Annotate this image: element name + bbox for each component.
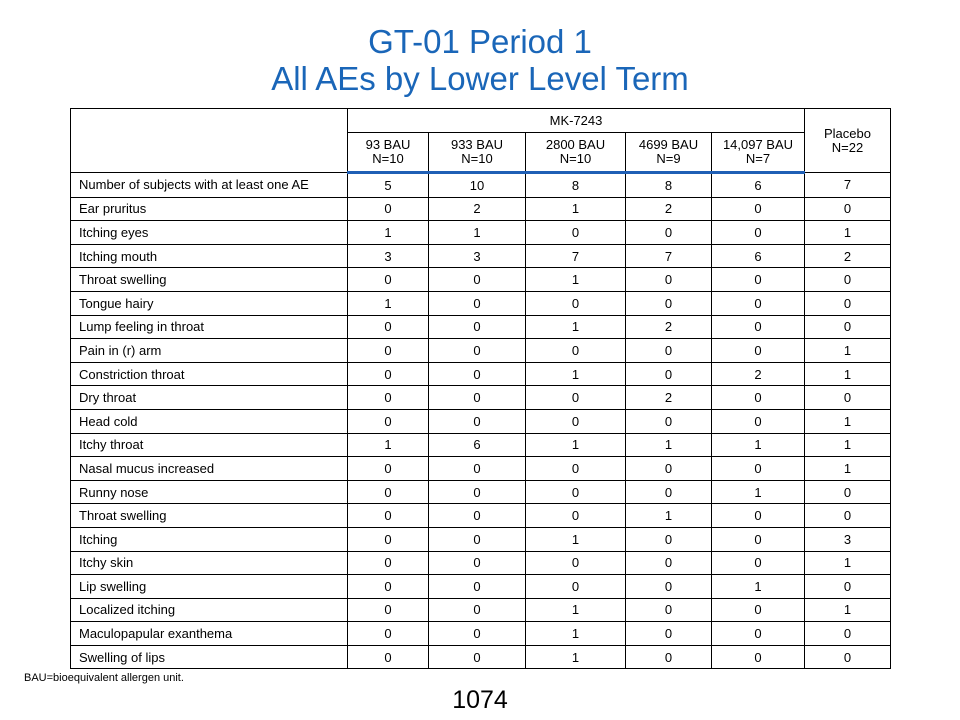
count-cell: 0: [348, 645, 429, 669]
term-cell: Itching mouth: [71, 244, 348, 268]
dose-n: N=7: [745, 151, 771, 166]
count-cell: 1: [526, 197, 626, 221]
term-cell: Maculopapular exanthema: [71, 622, 348, 646]
count-cell: 8: [626, 173, 712, 198]
term-cell: Itchy throat: [71, 433, 348, 457]
count-cell: 1: [526, 645, 626, 669]
dose-column-header: [526, 133, 626, 173]
count-cell: 0: [429, 504, 526, 528]
count-cell: 0: [429, 291, 526, 315]
dose-label: 933 BAU: [450, 137, 504, 152]
page-number: 1074: [452, 686, 508, 714]
table-row: [71, 575, 891, 599]
count-cell: 0: [626, 527, 712, 551]
count-cell: 0: [712, 598, 805, 622]
count-cell: 7: [526, 244, 626, 268]
count-cell: 0: [626, 551, 712, 575]
table-row: [71, 409, 891, 433]
count-cell: 1: [805, 598, 891, 622]
count-cell: 0: [429, 622, 526, 646]
dose-label: 93 BAU: [365, 137, 411, 152]
count-cell: 0: [348, 197, 429, 221]
count-cell: 0: [712, 551, 805, 575]
term-cell: Ear pruritus: [71, 197, 348, 221]
count-cell: 1: [526, 268, 626, 292]
count-cell: 0: [429, 315, 526, 339]
count-cell: 0: [712, 386, 805, 410]
table-row: [71, 339, 891, 363]
count-cell: 2: [429, 197, 526, 221]
term-header-cell: [71, 109, 348, 173]
dose-column-header: [348, 133, 429, 173]
count-cell: 0: [626, 598, 712, 622]
count-cell: 1: [526, 622, 626, 646]
term-cell: Itchy skin: [71, 551, 348, 575]
count-cell: 0: [348, 457, 429, 481]
count-cell: 1: [805, 221, 891, 245]
dose-n: N=10: [372, 151, 404, 166]
term-cell: Number of subjects with at least one AE: [71, 173, 348, 198]
table-row: [71, 197, 891, 221]
count-cell: 0: [712, 409, 805, 433]
count-cell: 0: [626, 221, 712, 245]
count-cell: 3: [429, 244, 526, 268]
count-cell: 0: [526, 339, 626, 363]
table-row: [71, 315, 891, 339]
count-cell: 0: [429, 409, 526, 433]
count-cell: 0: [348, 551, 429, 575]
count-cell: 0: [626, 575, 712, 599]
count-cell: 1: [348, 221, 429, 245]
count-cell: 1: [805, 362, 891, 386]
table-row: [71, 480, 891, 504]
table-row: [71, 268, 891, 292]
count-cell: 0: [526, 409, 626, 433]
footnote: BAU=bioequivalent allergen unit.: [24, 672, 184, 684]
count-cell: 0: [348, 362, 429, 386]
count-cell: 1: [348, 433, 429, 457]
term-cell: Pain in (r) arm: [71, 339, 348, 363]
count-cell: 0: [805, 291, 891, 315]
count-cell: 0: [348, 598, 429, 622]
count-cell: 2: [626, 197, 712, 221]
count-cell: 1: [805, 339, 891, 363]
count-cell: 0: [805, 268, 891, 292]
count-cell: 0: [626, 645, 712, 669]
count-cell: 2: [805, 244, 891, 268]
count-cell: 0: [712, 504, 805, 528]
dose-label: 14,097 BAU: [722, 137, 794, 152]
count-cell: 8: [526, 173, 626, 198]
term-cell: Nasal mucus increased: [71, 457, 348, 481]
placebo-n: N=22: [831, 139, 864, 155]
count-cell: 1: [805, 457, 891, 481]
count-cell: 0: [805, 622, 891, 646]
count-cell: 7: [805, 173, 891, 198]
table-row: [71, 527, 891, 551]
table-row: [71, 504, 891, 528]
count-cell: 0: [429, 457, 526, 481]
count-cell: 6: [429, 433, 526, 457]
count-cell: 0: [348, 339, 429, 363]
count-cell: 1: [712, 480, 805, 504]
count-cell: 0: [348, 409, 429, 433]
dose-n: N=10: [559, 151, 592, 166]
table-row: [71, 598, 891, 622]
count-cell: 5: [348, 173, 429, 198]
count-cell: 6: [712, 173, 805, 198]
count-cell: 1: [526, 315, 626, 339]
count-cell: 1: [626, 433, 712, 457]
count-cell: 0: [348, 268, 429, 292]
count-cell: 1: [626, 504, 712, 528]
group-header: MK-7243: [348, 109, 805, 133]
count-cell: 1: [805, 433, 891, 457]
count-cell: 0: [626, 622, 712, 646]
count-cell: 1: [712, 433, 805, 457]
count-cell: 0: [348, 480, 429, 504]
term-cell: Head cold: [71, 409, 348, 433]
count-cell: 0: [429, 268, 526, 292]
count-cell: 0: [526, 457, 626, 481]
count-cell: 0: [712, 291, 805, 315]
dose-label: 2800 BAU: [545, 137, 606, 152]
table-row: [71, 622, 891, 646]
table-row: [71, 362, 891, 386]
count-cell: 0: [712, 315, 805, 339]
count-cell: 0: [712, 457, 805, 481]
count-cell: 0: [526, 504, 626, 528]
count-cell: 0: [712, 197, 805, 221]
count-cell: 0: [712, 527, 805, 551]
count-cell: 0: [348, 527, 429, 551]
term-cell: Constriction throat: [71, 362, 348, 386]
count-cell: 3: [348, 244, 429, 268]
dose-column-header: [712, 133, 805, 173]
count-cell: 0: [348, 315, 429, 339]
count-cell: 0: [712, 622, 805, 646]
count-cell: 0: [429, 598, 526, 622]
table-row: [71, 645, 891, 669]
term-cell: Throat swelling: [71, 504, 348, 528]
count-cell: 0: [626, 480, 712, 504]
count-cell: 0: [805, 386, 891, 410]
count-cell: 3: [805, 527, 891, 551]
count-cell: 0: [429, 645, 526, 669]
count-cell: 0: [805, 504, 891, 528]
term-cell: Lump feeling in throat: [71, 315, 348, 339]
count-cell: 1: [526, 527, 626, 551]
dose-label: 4699 BAU: [638, 137, 699, 152]
count-cell: 6: [712, 244, 805, 268]
count-cell: 1: [712, 575, 805, 599]
count-cell: 0: [348, 386, 429, 410]
count-cell: 0: [429, 386, 526, 410]
count-cell: 2: [626, 315, 712, 339]
table-row: [71, 551, 891, 575]
count-cell: 0: [526, 551, 626, 575]
count-cell: 0: [805, 315, 891, 339]
term-cell: Itching eyes: [71, 221, 348, 245]
count-cell: 0: [805, 480, 891, 504]
table-row: [71, 291, 891, 315]
count-cell: 0: [526, 575, 626, 599]
count-cell: 0: [626, 409, 712, 433]
count-cell: 0: [712, 645, 805, 669]
placebo-label: Placebo: [824, 125, 871, 141]
count-cell: 0: [626, 339, 712, 363]
dose-column-header: [626, 133, 712, 173]
page-title: GT-01 Period 1: [368, 23, 592, 60]
count-cell: 0: [429, 527, 526, 551]
count-cell: 0: [626, 362, 712, 386]
count-cell: 1: [805, 551, 891, 575]
ae-table: [70, 108, 891, 669]
count-cell: 1: [526, 362, 626, 386]
count-cell: 1: [526, 433, 626, 457]
count-cell: 0: [429, 362, 526, 386]
term-cell: Dry throat: [71, 386, 348, 410]
dose-column-header: [429, 133, 526, 173]
count-cell: 0: [712, 221, 805, 245]
count-cell: 0: [712, 339, 805, 363]
count-cell: 0: [429, 575, 526, 599]
count-cell: 0: [526, 480, 626, 504]
count-cell: 0: [348, 575, 429, 599]
term-cell: Tongue hairy: [71, 291, 348, 315]
table-row: [71, 457, 891, 481]
count-cell: 2: [712, 362, 805, 386]
count-cell: 0: [805, 645, 891, 669]
term-cell: Swelling of lips: [71, 645, 348, 669]
count-cell: 0: [429, 551, 526, 575]
count-cell: 1: [805, 409, 891, 433]
term-cell: Lip swelling: [71, 575, 348, 599]
count-cell: 0: [429, 339, 526, 363]
count-cell: 0: [805, 197, 891, 221]
count-cell: 0: [626, 268, 712, 292]
count-cell: 7: [626, 244, 712, 268]
count-cell: 0: [429, 480, 526, 504]
term-cell: Runny nose: [71, 480, 348, 504]
placebo-header: [805, 109, 891, 173]
table-row: [71, 221, 891, 245]
term-cell: Throat swelling: [71, 268, 348, 292]
dose-n: N=9: [656, 151, 681, 166]
count-cell: 10: [429, 173, 526, 198]
count-cell: 0: [526, 291, 626, 315]
page-subtitle: All AEs by Lower Level Term: [271, 60, 689, 97]
table-row: [71, 244, 891, 268]
term-cell: Itching: [71, 527, 348, 551]
count-cell: 0: [526, 221, 626, 245]
count-cell: 1: [348, 291, 429, 315]
table-row: [71, 386, 891, 410]
term-cell: Localized itching: [71, 598, 348, 622]
count-cell: 1: [429, 221, 526, 245]
count-cell: 0: [626, 457, 712, 481]
count-cell: 0: [805, 575, 891, 599]
table-row: [71, 433, 891, 457]
count-cell: 0: [348, 622, 429, 646]
table-row: [71, 173, 891, 198]
count-cell: 0: [712, 268, 805, 292]
dose-n: N=10: [461, 151, 493, 166]
count-cell: 2: [626, 386, 712, 410]
count-cell: 0: [348, 504, 429, 528]
count-cell: 0: [626, 291, 712, 315]
count-cell: 1: [526, 598, 626, 622]
count-cell: 0: [526, 386, 626, 410]
